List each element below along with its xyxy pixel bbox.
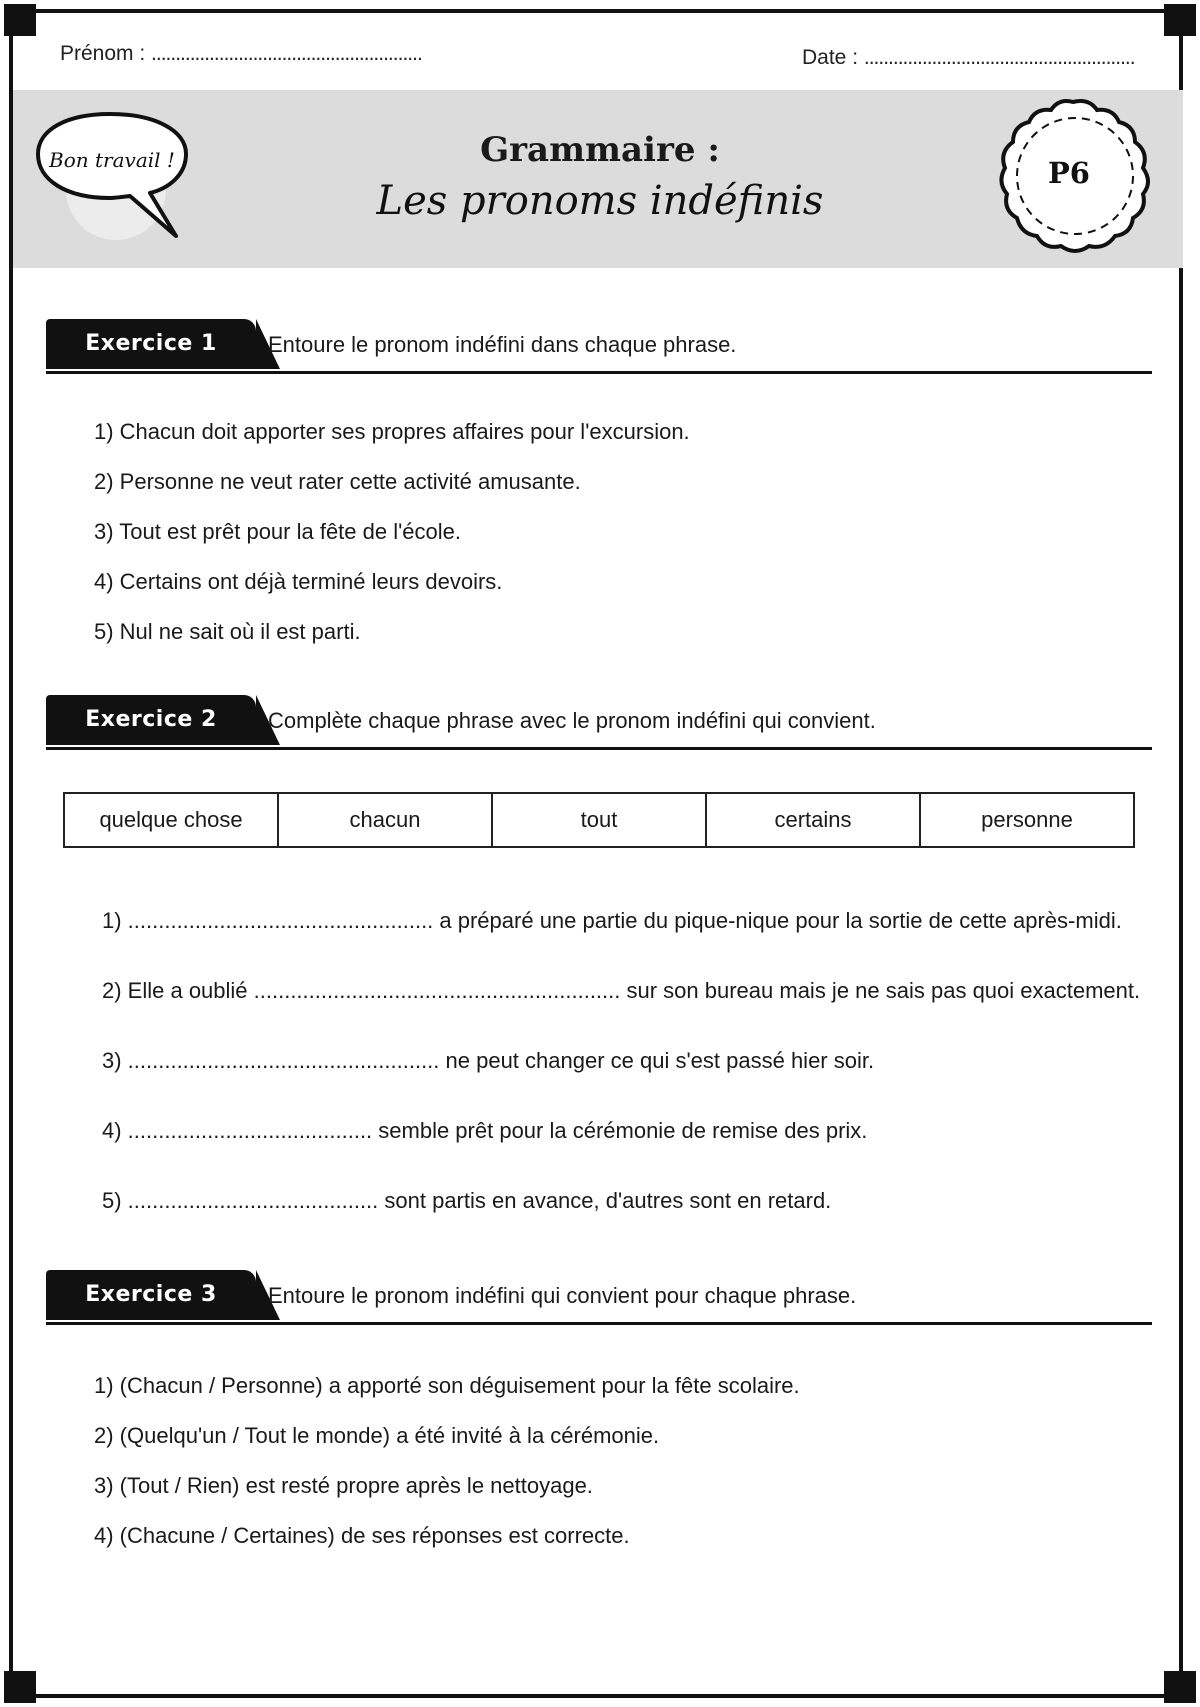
word-bank-item: personne — [920, 793, 1134, 847]
exercise-3-tab — [46, 1270, 256, 1320]
word-bank-item: tout — [492, 793, 706, 847]
word-bank — [63, 792, 1135, 848]
title-line-2: Les pronoms indéfinis — [376, 178, 824, 224]
exercise-1-sentence[interactable]: 4) Certains ont déjà terminé leurs devoirs. — [94, 569, 503, 594]
exercise-2-sentences — [102, 896, 1140, 1246]
exercise-3-tab-label: Exercice 3 — [85, 1282, 217, 1307]
word-bank-item: chacun — [278, 793, 492, 847]
exercise-1-sentences — [94, 407, 690, 657]
exercise-3-sentences — [94, 1361, 800, 1561]
date-label: Date : — [802, 46, 859, 69]
date-dots: ........................................................ — [863, 46, 1135, 69]
exercise-2-instruction: Complète chaque phrase avec le pronom indéfini qui convient. — [268, 708, 876, 733]
exercise-3-sentence[interactable]: 3) (Tout / Rien) est resté propre après le nettoyage. — [94, 1473, 593, 1498]
exercise-1-tab — [46, 319, 256, 369]
fill-in-sentence[interactable]: 1) .................................................. a préparé une partie du pique-nique pour la sortie de cette après-midi. — [102, 908, 1122, 933]
exercise-2-tab-label: Exercice 2 — [85, 707, 217, 732]
fill-in-sentence[interactable]: 4) ........................................ semble prêt pour la cérémonie de remise des prix. — [102, 1118, 868, 1143]
exercise-1-sentence[interactable]: 1) Chacun doit apporter ses propres affaires pour l'excursion. — [94, 419, 690, 444]
exercise-1-tab-label: Exercice 1 — [85, 331, 217, 356]
fill-in-sentence[interactable]: 3) ................................................... ne peut changer ce qui s'est passé hier soir. — [102, 1048, 875, 1073]
frame-corner-bottom-left — [4, 1671, 36, 1703]
frame-corner-top-right — [1164, 4, 1196, 36]
word-bank-item: certains — [706, 793, 920, 847]
fill-in-sentence[interactable]: 5) ......................................... sont partis en avance, d'autres sont en retard. — [102, 1188, 832, 1213]
exercise-3-sentence[interactable]: 2) (Quelqu'un / Tout le monde) a été invité à la cérémonie. — [94, 1423, 660, 1448]
exercise-1-instruction: Entoure le pronom indéfini dans chaque phrase. — [268, 332, 737, 357]
exercise-1-sentence[interactable]: 3) Tout est prêt pour la fête de l'école. — [94, 519, 462, 544]
exercise-3-sentence[interactable]: 4) (Chacune / Certaines) de ses réponses est correcte. — [94, 1523, 630, 1548]
exercise-1-header — [46, 319, 1152, 374]
exercise-2-header — [46, 695, 1152, 750]
frame-corner-top-left — [4, 4, 36, 36]
prenom-label: Prénom : — [60, 42, 146, 65]
exercise-3-instruction: Entoure le pronom indéfini qui convient pour chaque phrase. — [268, 1283, 857, 1308]
exercise-1-sentence[interactable]: 5) Nul ne sait où il est parti. — [94, 619, 361, 644]
exercise-2-tab — [46, 695, 256, 745]
title-line-1: Grammaire : — [480, 130, 720, 170]
fill-in-sentence[interactable]: 2) Elle a oublié ............................................................ sur son bureau mais je ne sais pas quoi exactement. — [102, 978, 1141, 1003]
prenom-field[interactable] — [60, 42, 422, 66]
exercise-3-header — [46, 1270, 1152, 1325]
prenom-dots: ........................................................ — [151, 42, 422, 65]
frame-corner-bottom-right — [1164, 1671, 1196, 1703]
bubble-text: Bon travail ! — [49, 148, 175, 172]
level-badge: P6 — [1048, 156, 1090, 190]
word-bank-item: quelque chose — [64, 793, 278, 847]
exercise-3-sentence[interactable]: 1) (Chacun / Personne) a apporté son déguisement pour la fête scolaire. — [94, 1373, 800, 1398]
exercise-1-sentence[interactable]: 2) Personne ne veut rater cette activité amusante. — [94, 469, 581, 494]
date-field[interactable] — [802, 46, 1135, 70]
